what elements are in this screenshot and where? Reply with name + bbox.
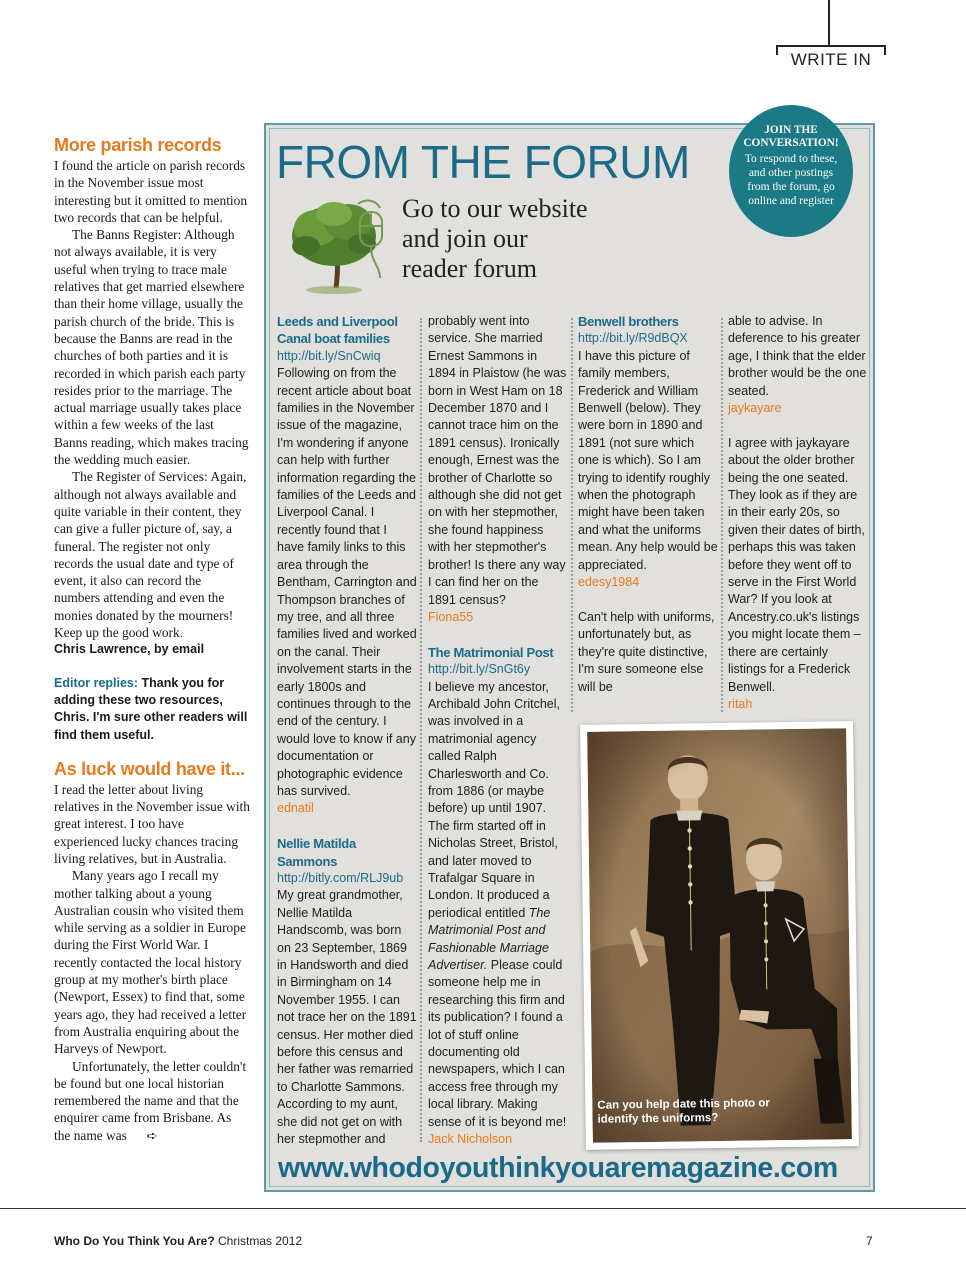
post-username: Fiona55 xyxy=(428,609,474,624)
letter-paragraph: Many years ago I recall my mother talking about a young Australian cousin who visited them while serving as a soldier in Europe during the First World War. I recently contacted the local history group at my mother's birth place (Newport, Essex) to find that, some years ago, they had received a letter from Australia enquiring about the Harveys of Newport. xyxy=(54,868,247,1057)
column-divider xyxy=(420,318,422,1142)
post-link[interactable]: http://bit.ly/R9dBQX xyxy=(578,331,688,346)
forum-column-2 xyxy=(428,313,568,1148)
join-conversation-badge xyxy=(729,105,853,237)
forum-title: FROM THE FORUM xyxy=(276,136,690,188)
footer-mag-title: Who Do You Think You Are? xyxy=(54,1234,215,1248)
column-divider xyxy=(721,318,723,712)
footer-issue: Christmas 2012 xyxy=(218,1234,303,1248)
sepia-photo-image xyxy=(587,728,852,1143)
section-label: WRITE IN xyxy=(790,50,872,69)
post-username: Jack Nicholson xyxy=(428,1132,513,1147)
letters-column xyxy=(54,136,250,1145)
arrow-right-icon: ➪ xyxy=(146,1128,158,1144)
post-text-part: I believe my ancestor, Archibald John Critchel, was involved in a matrimonial agency called Ralph Charlesworth and Co. from 1886 (or maybe before) up until 1907. The firm started off in Nicholas Street, Bristol, and later moved to Trafalgar Square in London. It produced a periodical entitled xyxy=(428,679,561,920)
letter-paragraph: I found the article on parish records in the November issue most interesting but it omitted to mention two records that can be helpful. xyxy=(54,158,248,225)
forum-subtitle-line: reader forum xyxy=(402,254,537,283)
letter-paragraph: The Register of Services: Again, although not always available and quite variable in their content, they can give a fuller picture of, say, a funeral. The register not only records the usual date and type of event, it also can record the numbers attending and even the monies donated by the mourners! Keep up the good work. xyxy=(54,469,247,641)
letter-signature: Chris Lawrence, by email xyxy=(54,642,205,657)
website-link[interactable]: www.whodoyouthinkyouaremagazine.com xyxy=(278,1152,838,1184)
letter-heading-parish: More parish records xyxy=(54,135,222,155)
forum-column-1 xyxy=(277,313,417,1148)
forum-column-3 xyxy=(578,313,718,696)
forum-subtitle-line: and join our xyxy=(402,224,528,253)
badge-text: To respond to these, and other postings from the forum, go online and register xyxy=(744,153,838,207)
tree-mouse-icon xyxy=(276,192,394,298)
post-link[interactable]: http://bitly.com/RLJ9ub xyxy=(277,870,404,885)
post-link[interactable]: http://bit.ly/SnGt6y xyxy=(428,662,531,677)
post-heading-canal: Leeds and Liverpool Canal boat families xyxy=(277,314,398,347)
column-divider xyxy=(571,318,573,712)
letter-heading-luck: As luck would have it... xyxy=(54,758,245,779)
post-heading-benwell: Benwell brothers xyxy=(578,314,679,329)
editor-reply xyxy=(54,675,250,744)
post-text-italic: The Matrimonial Post and Fashionable Marriage Advertiser. xyxy=(428,905,551,973)
post-username: ritah xyxy=(728,696,753,711)
editor-reply-label: Editor replies: xyxy=(54,675,139,690)
editor-reply-text: Thank you for adding these two resources, Chris. I'm sure other readers will find them useful. xyxy=(54,675,248,742)
post-text-part: Please could someone help me in researching this firm and its publication? I found a lot of stuff online documenting old newspapers, which I can access free through my local library. Making sense of it is beyond me! xyxy=(428,958,567,1129)
forum-column-4 xyxy=(728,313,868,713)
benwell-photo xyxy=(580,721,859,1150)
post-link[interactable]: http://bit.ly/SnCwiq xyxy=(277,348,381,363)
letter-paragraph xyxy=(54,1058,250,1145)
letter-paragraph: I read the letter about living relatives in the November issue with great interest. I too have experienced lucky chances tracing living relatives, but in Australia. xyxy=(54,781,250,866)
letter-paragraph: The Banns Register: Although not always available, it is very useful when trying to trace male relatives that get married elsewhere than their home village, usually the parish church of the bride. This is because the Banns are read in the churches of both parties and it is recorded in which parish each party resides prior to the marriage. The actual marriage usually takes place within a few weeks of the last Banns reading, which makes tracing the wedding much easier. xyxy=(54,227,249,468)
section-tag xyxy=(776,0,886,70)
post-text: Following on from the recent article about boat families in the November issue of the magazine, I'm wondering if anyone can help with further information regarding the families of the Leeds and Liverpool Canal. I recently found that I have family links to this area through the Bentham, Carrington and Thompson branches of my tree, and all three families lived and worked on the canal. Their involvement starts in the early 1800s and continues through to the end of the century. I would love to know if any documentation or photographic evidence has survived. xyxy=(277,366,417,798)
post-text xyxy=(428,679,568,1132)
post-username: jaykayare xyxy=(728,401,782,416)
post-heading-matrimonial: The Matrimonial Post xyxy=(428,644,554,660)
post-text: Can't help with uniforms, unfortunately but, as they're quite distinctive, I'm sure someone else will be xyxy=(578,609,715,694)
post-username: ednatil xyxy=(277,801,314,816)
post-text: I have this picture of family members, Frederick and William Benwell (below). They were born in 1890 and 1891 (not sure which one is which). So I am trying to identify roughly when the photograph might have been taken and what the uniforms mean. Any help would be appreciated. xyxy=(578,348,718,572)
forum-subtitle-line: Go to our website xyxy=(402,194,588,223)
forum-subtitle xyxy=(402,194,588,284)
post-username: edesy1984 xyxy=(578,575,640,590)
post-text: I agree with jaykayare about the older brother being the one seated. They look as if they are in their early 20s, so given their dates of birth, perhaps this was taken before they went off to serve in the First World War? If you look at Ancestry.co.uk's listings you might locate them – there are certainly listings for a Frederick Benwell. xyxy=(728,435,865,694)
badge-title: JOIN THE CONVERSATION! xyxy=(743,124,839,149)
post-heading-nellie: Nellie Matilda Sammons xyxy=(277,836,356,869)
letter-paragraph-text: Unfortunately, the letter couldn't be found but one local historian remembered the name and that the enquirer came from Brisbane. As the name was xyxy=(54,1058,247,1143)
post-text: probably went into service. She married Ernest Sammons in 1894 in Plaistow (he was born in West Ham on 18 December 1870 and I cannot trace him on the 1891 census). Ironically enough, Ernest was the brother of Charlotte so although she did not get on with her stepmother, she found happiness with her stepmother's brother! Is there any way I can find her on the 1891 census? xyxy=(428,314,567,607)
page-number: 7 xyxy=(866,1234,873,1248)
post-text: able to advise. In deference to his greater age, I think that the elder brother would be the one seated. xyxy=(728,314,867,398)
photo-caption: Can you help date this photo or identify the uniforms? xyxy=(597,1097,770,1126)
footer-magazine xyxy=(54,1234,302,1248)
footer-divider xyxy=(0,1208,966,1209)
post-text: My great grandmother, Nellie Matilda Handscomb, was born on 23 September, 1869 in Handsworth and died in Birmingham on 14 November 1955. I can not trace her on the 1891 census. Her mother died before this census and her father was remarried to Charlotte Sammons. According to my aunt, she did not get on with her stepmother and xyxy=(277,888,417,1147)
